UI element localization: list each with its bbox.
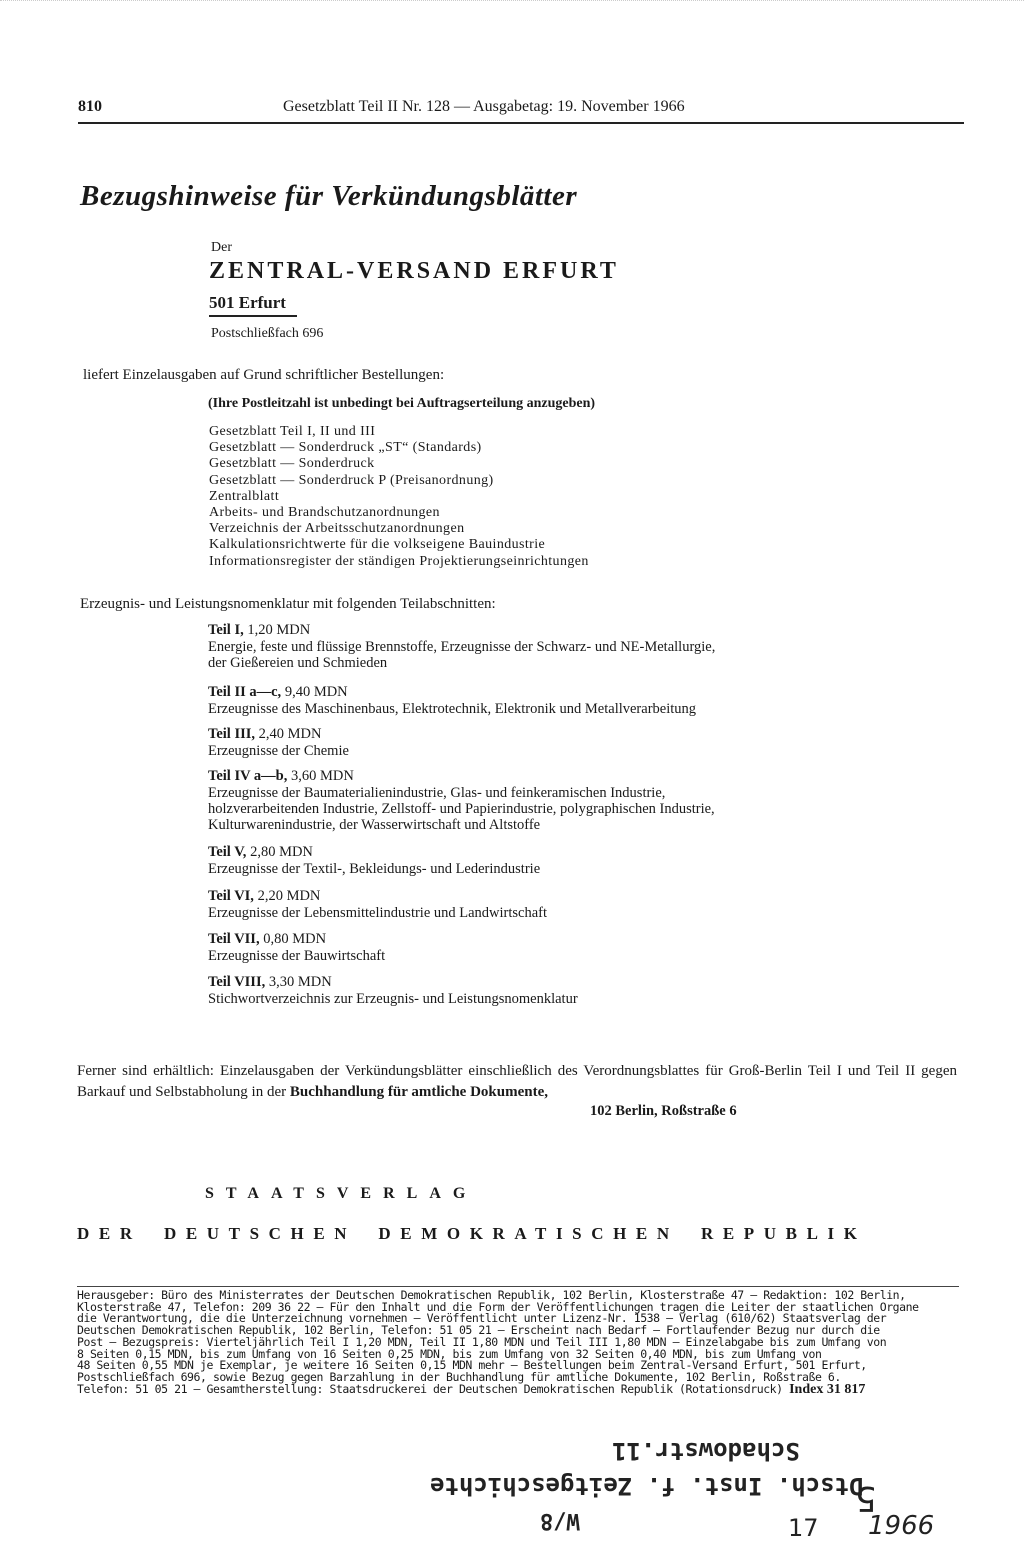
- imprint: [77, 1290, 959, 1395]
- ddr-word: DEMOKRATISCHEN: [378, 1224, 679, 1243]
- running-header: [78, 96, 964, 124]
- staatsverlag-line: STAATSVERLAG: [205, 1185, 478, 1202]
- publication-list: [209, 424, 589, 570]
- part-description: Erzeugnisse der Chemie: [208, 743, 349, 759]
- part-description: der Gießereien und Schmieden: [208, 655, 388, 671]
- part-label: Teil II a—c,: [208, 684, 282, 700]
- library-stamp-line: W/8: [540, 1508, 580, 1533]
- bookshop-name: Buchhandlung für amtliche Dokumente,: [289, 1084, 548, 1100]
- page-title: Bezugshinweise für Verkündungsblätter: [80, 180, 578, 212]
- imprint-line: [77, 1381, 959, 1397]
- part-description: Stichwortverzeichnis zur Erzeugnis- und Leistungsnomenklatur: [208, 991, 578, 1007]
- part-entry: [208, 888, 547, 921]
- further-availability: [77, 1061, 957, 1103]
- page-number: 810: [78, 98, 102, 115]
- imprint-line: die Verantwortung, die die Unterzeichnung vornehmen — Veröffentlicht unter Lizenz-Nr. 1538 — Verlag (610/62) Staatsverlag der: [77, 1311, 887, 1326]
- scan-edge: [0, 0, 1024, 9]
- publisher-article: Der: [211, 240, 232, 255]
- ddr-word: DEUTSCHEN: [163, 1224, 357, 1243]
- ddr-line: [77, 1224, 885, 1244]
- handwritten-mark: 5: [855, 1478, 877, 1518]
- imprint-line: 8 Seiten 0,15 MDN, bis zum Umfang von 16 Seiten 0,25 MDN, bis zum Umfang von 32 Seiten 0,40 MDN, bis zum Umfang von: [77, 1346, 822, 1361]
- part-description: Erzeugnisse der Baumaterialienindustrie, Glas- und feinkeramischen Industrie,: [208, 785, 666, 801]
- running-title: Gesetzblatt Teil II Nr. 128 — Ausgabetag: 19. November 1966: [283, 98, 685, 115]
- part-price: 0,80 MDN: [263, 931, 327, 947]
- part-heading: [208, 622, 715, 639]
- library-stamp-line: Schadowstr.11: [612, 1437, 800, 1465]
- part-entry: [208, 844, 540, 877]
- part-label: Teil IV a—b,: [208, 768, 288, 784]
- part-price: 2,80 MDN: [250, 844, 313, 860]
- part-entry: [208, 768, 715, 833]
- part-price: 9,40 MDN: [284, 684, 348, 700]
- bookshop-address: 102 Berlin, Roßstraße 6: [590, 1103, 737, 1119]
- part-heading: [208, 768, 715, 785]
- imprint-last-text: Telefon: 51 05 21 — Gesamtherstellung: Staatsdruckerei der Deutschen Demokratischen Republik (Rotationsdruck): [77, 1381, 783, 1396]
- list-item: Zentralblatt: [209, 488, 280, 504]
- library-stamp-line: Dtsch. Inst. f. Zeitgeschichte: [430, 1472, 864, 1500]
- list-item: Kalkulationsrichtwerte für die volkseigene Bauindustrie: [209, 537, 546, 553]
- part-entry: [208, 726, 349, 759]
- imprint-line: 48 Seiten 0,55 MDN je Exemplar, je weitere 16 Seiten 0,15 MDN mehr — Bestellungen beim Zentral-Versand Erfurt, 501 Erfurt,: [77, 1358, 867, 1373]
- part-heading: [208, 931, 385, 948]
- nomenclature-intro: Erzeugnis- und Leistungsnomenklatur mit folgenden Teilabschnitten:: [80, 596, 496, 612]
- part-price: 3,60 MDN: [291, 768, 354, 784]
- part-description: holzverarbeitenden Industrie, Zellstoff- und Papierindustrie, polygraphischen Industrie,: [208, 801, 715, 817]
- list-item: Verzeichnis der Arbeitsschutzanordnungen: [209, 521, 465, 537]
- part-entry: [208, 684, 696, 717]
- part-heading: [208, 974, 578, 991]
- part-label: Teil VII,: [208, 931, 260, 947]
- part-label: Teil V,: [208, 844, 247, 860]
- imprint-line: Deutschen Demokratischen Republik, 102 Berlin, Telefon: 51 05 21 — Erscheint nach Bedarf — Fortlaufender Bezug nur durch die: [77, 1323, 880, 1338]
- part-entry: [208, 931, 385, 964]
- index-number: Index 31 817: [789, 1381, 866, 1397]
- list-item: Gesetzblatt Teil I, II und III: [209, 424, 376, 439]
- imprint-line: Postschließfach 696, sowie Bezug gegen Barzahlung in der Buchhandlung für amtliche Dokumente, 102 Berlin, Roßstraße 6.: [77, 1369, 841, 1384]
- part-label: Teil VIII,: [208, 974, 266, 990]
- part-description: Erzeugnisse der Lebensmittelindustrie und Landwirtschaft: [208, 905, 548, 921]
- part-label: Teil I,: [208, 622, 244, 638]
- list-item: Arbeits- und Brandschutzanordnungen: [209, 505, 440, 521]
- part-heading: [208, 726, 349, 743]
- list-item: Gesetzblatt — Sonderdruck: [209, 456, 375, 472]
- part-heading: [208, 844, 540, 861]
- part-description: Erzeugnisse des Maschinenbaus, Elektrotechnik, Elektronik und Metallverarbeitung: [208, 701, 697, 717]
- part-heading: [208, 888, 547, 905]
- postcode-note: (Ihre Postleitzahl ist unbedingt bei Auftragserteilung anzugeben): [208, 396, 596, 411]
- part-price: 3,30 MDN: [268, 974, 332, 990]
- part-description: Energie, feste und flüssige Brennstoffe, Erzeugnisse der Schwarz- und NE-Metallurgie,: [208, 639, 716, 655]
- further-text: Ferner sind erhältlich: Einzelausgaben der Verkündungsblätter einschließlich des Verordnungsblattes für Groß-Berlin Teil I und Teil II gegen Barkauf und Selbstabholung in der: [77, 1063, 957, 1100]
- part-description: Kulturwarenindustrie, der Wasserwirtschaft und Altstoffe: [208, 817, 541, 833]
- part-heading: [208, 684, 696, 701]
- publisher-postbox: Postschließfach 696: [211, 326, 324, 341]
- part-price: 2,20 MDN: [257, 888, 321, 904]
- part-price: 1,20 MDN: [247, 622, 311, 638]
- list-item: Gesetzblatt — Sonderdruck P (Preisanordnung): [209, 472, 494, 488]
- part-label: Teil III,: [208, 726, 256, 742]
- part-label: Teil VI,: [208, 888, 254, 904]
- imprint-divider: [77, 1286, 959, 1287]
- list-item: Gesetzblatt — Sonderdruck „ST“ (Standards): [209, 440, 482, 456]
- ddr-word: REPUBLIK: [700, 1224, 867, 1243]
- publisher-name: ZENTRAL-VERSAND ERFURT: [209, 258, 619, 284]
- imprint-line: Klosterstraße 47, Telefon: 209 36 22 — Für den Inhalt und die Form der Veröffentlichungen tragen die Leiter der staatlichen Organe: [77, 1299, 919, 1314]
- part-description: Erzeugnisse der Textil-, Bekleidungs- und Lederindustrie: [208, 861, 541, 877]
- publisher-city: 501 Erfurt: [209, 293, 297, 317]
- part-price: 2,40 MDN: [258, 726, 322, 742]
- list-item: Informationsregister der ständigen Projektierungseinrichtungen: [209, 553, 589, 569]
- intro-text: liefert Einzelausgaben auf Grund schriftlicher Bestellungen:: [83, 367, 445, 383]
- part-entry: [208, 974, 578, 1007]
- ddr-word: DER: [77, 1224, 142, 1243]
- handwritten-mark: 17: [788, 1514, 819, 1542]
- imprint-line: Herausgeber: Büro des Ministerrates der Deutschen Demokratischen Republik, 102 Berlin, Klosterstraße 47 — Redaktion: 102 Berlin,: [77, 1288, 906, 1302]
- imprint-line: Post — Bezugspreis: Vierteljährlich Teil I 1,20 MDN, Teil II 1,80 MDN und Teil III 1,80 MDN — Einzelabgabe bis zum Umfang von: [77, 1334, 887, 1349]
- part-entry: [208, 622, 715, 671]
- part-description: Erzeugnisse der Bauwirtschaft: [208, 948, 386, 964]
- handwritten-mark: 1966: [868, 1511, 935, 1541]
